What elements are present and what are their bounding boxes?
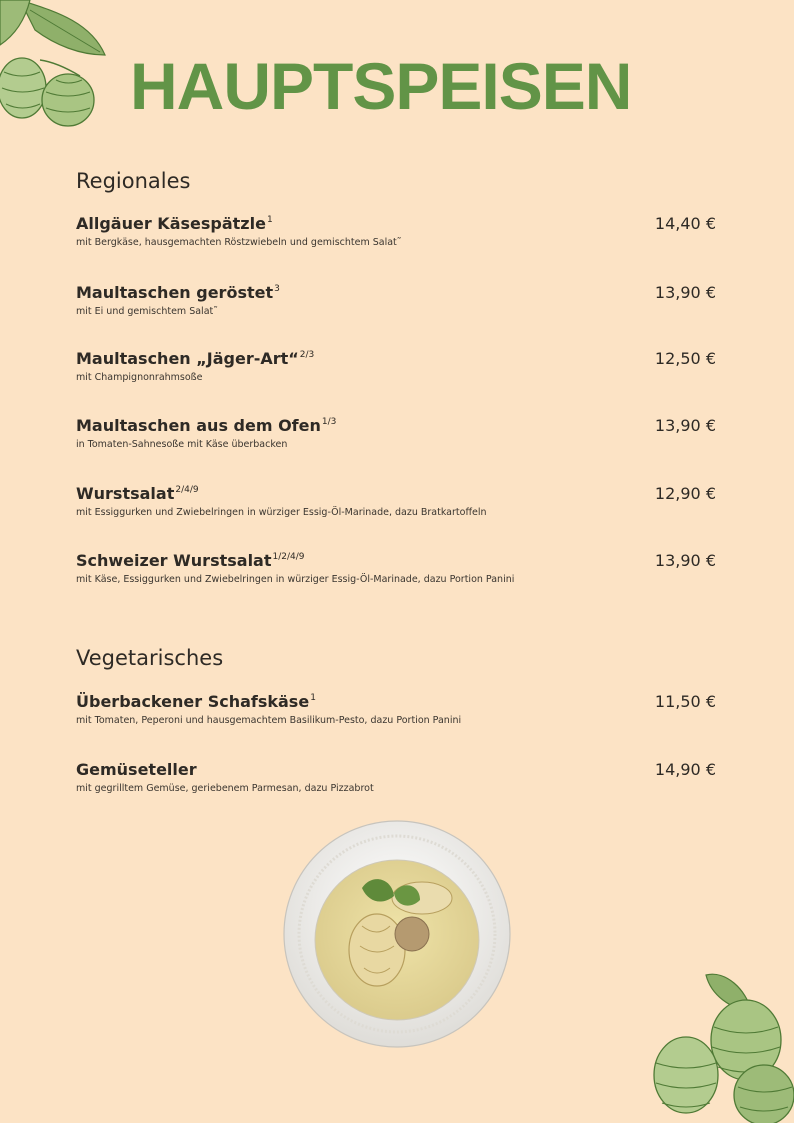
menu-item — [76, 282, 716, 322]
item-description: mit Tomaten, Peperoni und hausgemachtem Basilikum-Pesto, dazu Portion Panini — [76, 715, 462, 726]
item-name: Wurstsalat$^{2/4/9}$ — [76, 484, 199, 503]
hops-illustration-bottom-right — [646, 965, 794, 1123]
menu-item — [76, 759, 716, 799]
item-price: 14,40 € — [654, 214, 716, 233]
item-name: Gemüseteller — [76, 760, 197, 779]
item-price: 13,90 € — [654, 283, 716, 302]
item-name: Überbackener Schafskäse$^1$ — [76, 692, 316, 711]
item-description: mit Champignonrahmsoße — [76, 372, 203, 383]
item-allergen-sup: 1 — [266, 215, 273, 225]
item-allergen-sup: 3 — [274, 284, 280, 294]
section-title-vegetarisches: Vegetarisches — [76, 646, 224, 670]
item-allergen-sup: 1/3 — [321, 417, 337, 427]
item-price: 12,90 € — [654, 484, 716, 503]
item-name: Maultaschen geröstet$^3$ — [76, 283, 280, 302]
menu-item — [76, 691, 716, 731]
item-price: 13,90 € — [654, 551, 716, 570]
item-allergen-sup: 1/2/4/9 — [272, 552, 305, 562]
menu-item — [76, 348, 716, 388]
item-description: mit Ei und gemischtem Salat˜ — [76, 306, 218, 317]
item-name: Allgäuer Käsespätzle$^1$ — [76, 214, 273, 233]
item-description: mit gegrilltem Gemüse, geriebenem Parmesan, dazu Pizzabrot — [76, 783, 374, 794]
item-price: 14,90 € — [654, 760, 716, 779]
item-price: 13,90 € — [654, 416, 716, 435]
menu-item — [76, 550, 716, 590]
page-title: HAUPTSPEISEN — [130, 49, 632, 123]
item-price: 12,50 € — [654, 349, 716, 368]
item-name: Maultaschen aus dem Ofen$^{1/3}$ — [76, 416, 337, 435]
menu-item — [76, 415, 716, 455]
item-name: Maultaschen „Jäger-Art“$^{2/3}$ — [76, 349, 315, 368]
item-description: mit Bergkäse, hausgemachten Röstzwiebeln und gemischtem Salat˜ — [76, 237, 402, 248]
item-name: Schweizer Wurstsalat$^{1/2/4/9}$ — [76, 551, 305, 570]
item-description: mit Essiggurken und Zwiebelringen in würziger Essig-Öl-Marinade, dazu Bratkartoffeln — [76, 507, 487, 518]
section-title-regionales: Regionales — [76, 169, 191, 193]
item-description: mit Käse, Essiggurken und Zwiebelringen in würziger Essig-Öl-Marinade, dazu Portion Panini — [76, 574, 515, 585]
item-allergen-sup: 2/3 — [299, 350, 315, 360]
dish-photo — [282, 818, 512, 1050]
item-price: 11,50 € — [654, 692, 716, 711]
hops-illustration-top-left — [0, 0, 115, 130]
menu-item — [76, 213, 716, 253]
item-allergen-sup: 2/4/9 — [175, 485, 199, 495]
menu-item — [76, 483, 716, 523]
item-allergen-sup: 1 — [310, 693, 316, 703]
item-description: in Tomaten-Sahnesoße mit Käse überbacken — [76, 439, 288, 450]
